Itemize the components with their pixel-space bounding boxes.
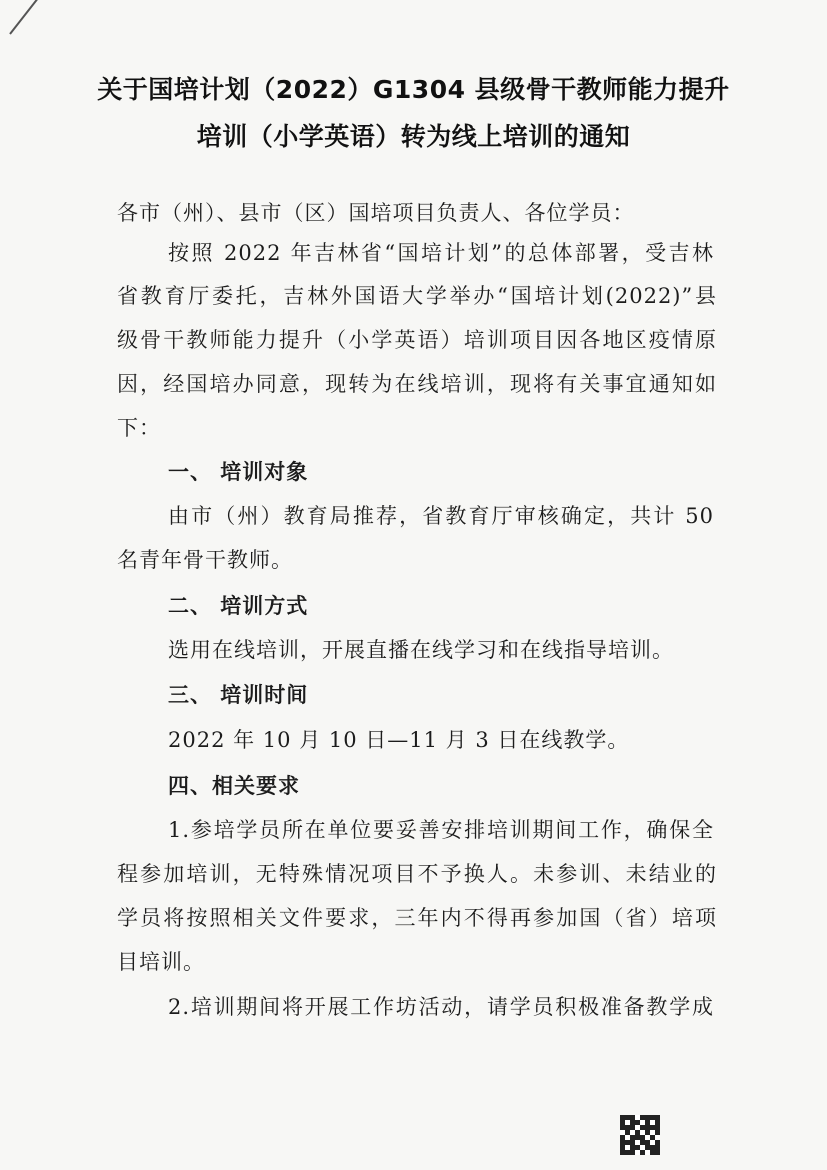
intro-line: 省教育厅委托，吉林外国语大学举办“国培计划(2022)”县 bbox=[117, 284, 717, 308]
intro-line: 下： bbox=[117, 416, 161, 440]
section4-line: 1.参培学员所在单位要妥善安排培训期间工作，确保全 bbox=[168, 818, 714, 842]
intro-line: 级骨干教师能力提升（小学英语）培训项目因各地区疫情原 bbox=[117, 328, 717, 352]
section4-line: 目培训。 bbox=[117, 950, 205, 974]
section4-line: 程参加培训，无特殊情况项目不予换人。未参训、未结业的 bbox=[117, 862, 717, 886]
section-heading-1: 一、 培训对象 bbox=[168, 460, 309, 484]
section-heading-3: 三、 培训时间 bbox=[168, 683, 309, 707]
intro-line: 因，经国培办同意，现转为在线培训，现将有关事宜通知如 bbox=[117, 372, 717, 396]
qr-code-icon bbox=[620, 1115, 660, 1155]
section4-line: 学员将按照相关文件要求，三年内不得再参加国（省）培项 bbox=[117, 906, 717, 930]
section3-line: 2022 年 10 月 10 日—11 月 3 日在线教学。 bbox=[168, 728, 630, 752]
section1-line: 由市（州）教育局推荐，省教育厅审核确定，共计 50 bbox=[168, 504, 714, 528]
section-heading-2: 二、 培训方式 bbox=[168, 594, 309, 618]
document-title-line2: 培训（小学英语）转为线上培训的通知 bbox=[196, 122, 631, 151]
greeting: 各市（州）、县市（区）国培项目负责人、各位学员： bbox=[117, 201, 635, 225]
document-title-line1: 关于国培计划（2022）G1304 县级骨干教师能力提升 bbox=[97, 75, 730, 104]
section1-line: 名青年骨干教师。 bbox=[117, 548, 293, 572]
section4-line: 2.培训期间将开展工作坊活动，请学员积极准备教学成 bbox=[168, 995, 714, 1019]
pen-mark bbox=[9, 0, 41, 35]
section-heading-4: 四、相关要求 bbox=[168, 774, 300, 798]
section2-line: 选用在线培训，开展直播在线学习和在线指导培训。 bbox=[168, 638, 674, 662]
intro-line: 按照 2022 年吉林省“国培计划”的总体部署，受吉林 bbox=[168, 241, 714, 265]
